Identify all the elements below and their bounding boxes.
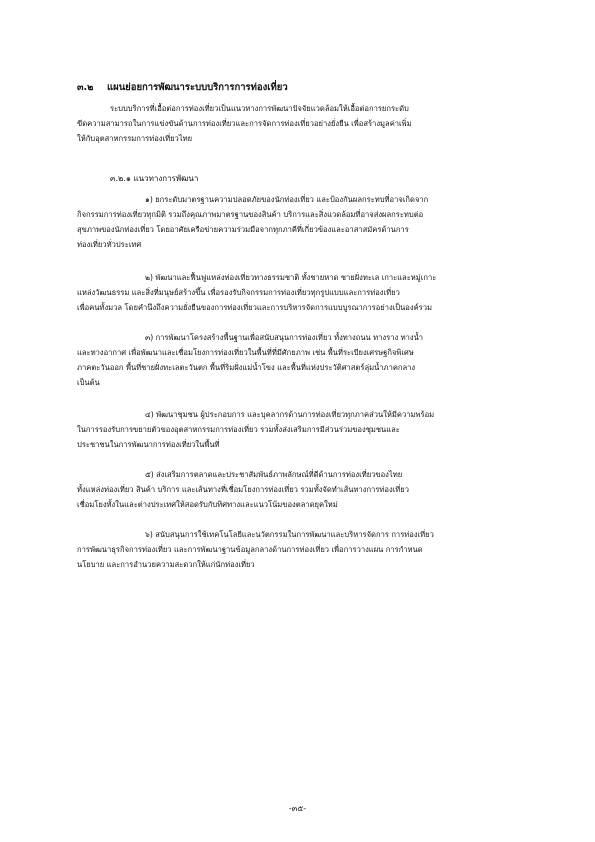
text-line: ๓) การพัฒนาโครงสร้างพื้นฐานเพื่อสนับสนุนการท่องเที่ยว ทั้งทางถนน ทางราง ทางน้ำ [145, 333, 424, 342]
intro-paragraph [77, 101, 525, 146]
text-line: ๒) พัฒนาและฟื้นฟูแหล่งท่องเที่ยวทางธรรมชาติ ทั้งชายหาด ชายฝั่งทะเล เกาะและหมู่เกาะ [145, 273, 437, 282]
text-line: ในการรองรับการขยายตัวของอุตสาหกรรมการท่องเที่ยว รวมทั้งส่งเสริมการมีส่วนร่วมของชุมชนและ [77, 425, 400, 434]
text-line: ประชาชนในการพัฒนาการท่องเที่ยวในพื้นที่ [77, 440, 220, 449]
list-item [77, 407, 525, 452]
text-line: และทางอากาศ เพื่อพัฒนาและเชื่อมโยงการท่องเที่ยวในพื้นที่ที่มีศักยภาพ เช่น พื้นที่ระเบียงเศรษฐกิจพิเศษ [77, 348, 414, 357]
subsection-heading: ๓.๒.๑ แนวทางการพัฒนา [110, 174, 199, 183]
section-number: ๓.๒ [77, 82, 94, 93]
section-heading [77, 80, 288, 95]
text-line: ๕) ส่งเสริมการตลาดและประชาสัมพันธ์ภาพลักษณ์ที่ดีด้านการท่องเที่ยวของไทย [145, 470, 403, 479]
text-line: สุขภาพของนักท่องเที่ยว โดยอาศัยเครือข่ายความร่วมมือจากทุกภาคีที่เกี่ยวข้องและอาสาสมัครด้านการ [77, 225, 409, 234]
text-line: ๔) พัฒนาชุมชน ผู้ประกอบการ และบุคลากรด้านการท่องเที่ยวทุกภาคส่วนให้มีความพร้อม [145, 410, 435, 419]
text-line: ขีดความสามารถในการแข่งขันด้านการท่องเที่ยวและการจัดการท่องเที่ยวอย่างยั่งยืน เพื่อสร้างมูลค่าเพิ่ม [77, 119, 412, 128]
text-line: เพื่อคนทั้งมวล โดยคำนึงถึงความยั่งยืนของการท่องเที่ยวและการบริหารจัดการแบบบูรณาการอย่างเป็นองค์รวม [77, 303, 432, 312]
text-line: กิจกรรมการท่องเที่ยวทุกมิติ รวมถึงคุณภาพมาตรฐานของสินค้า บริการและสิ่งแวดล้อมที่อาจส่งผลกระทบต่อ [77, 210, 424, 219]
text-line: ทั้งแหล่งท่องเที่ยว สินค้า บริการ และเส้นทางที่เชื่อมโยงการท่องเที่ยว รวมทั้งจัดทำเส้นทางการท่องเที่ยว [77, 485, 409, 494]
text-line: นโยบาย และการอำนวยความสะดวกให้แก่นักท่องเที่ยว [77, 560, 255, 569]
text-line: ๖) สนับสนุนการใช้เทคโนโลยีและนวัตกรรมในการพัฒนาและบริหารจัดการ การท่องเที่ยว [145, 530, 434, 539]
section-title: แผนย่อยการพัฒนาระบบบริการการท่องเที่ยว [107, 82, 288, 93]
list-item [77, 467, 525, 512]
text-line: เป็นต้น [77, 378, 100, 387]
page-number: -๓๕- [288, 804, 307, 813]
text-line: ๑) ยกระดับมาตรฐานความปลอดภัยของนักท่องเที่ยว และป้องกันผลกระทบที่อาจเกิดจาก [145, 195, 429, 204]
text-line: แหล่งวัฒนธรรม และสิ่งที่มนุษย์สร้างขึ้น เพื่อรองรับกิจกรรมการท่องเที่ยวทุกรูปแบบและการท่องเที่ยว [77, 288, 400, 297]
list-item [77, 270, 525, 315]
text-line: การพัฒนาธุรกิจการท่องเที่ยว และการพัฒนาฐานข้อมูลกลางด้านการท่องเที่ยว เพื่อการวางแผน การกำหนด [77, 545, 423, 554]
text-line: ภาคตะวันออก พื้นที่ชายฝั่งทะเลตะวันตก พื้นที่ริมฝั่งแม่น้ำโขง และพื้นที่แห่งประวัติศาสตร์ลุ่มน้ำภาคกลาง [77, 363, 416, 372]
list-item [77, 192, 525, 252]
text-line: เชื่อมโยงทั้งในและต่างประเทศให้สอดรับกับทิศทางและแนวโน้มของตลาดยุคใหม่ [77, 500, 338, 509]
list-item [77, 527, 525, 572]
list-item [77, 330, 525, 390]
text-line: ท่องเที่ยวทั่วประเทศ [77, 240, 142, 249]
text-line: ให้กับอุตสาหกรรมการท่องเที่ยวไทย [77, 134, 193, 143]
text-line: ระบบบริการที่เอื้อต่อการท่องเที่ยวเป็นแนวทางการพัฒนาปัจจัยแวดล้อมให้เอื้อต่อการยกระดับ [110, 104, 409, 113]
